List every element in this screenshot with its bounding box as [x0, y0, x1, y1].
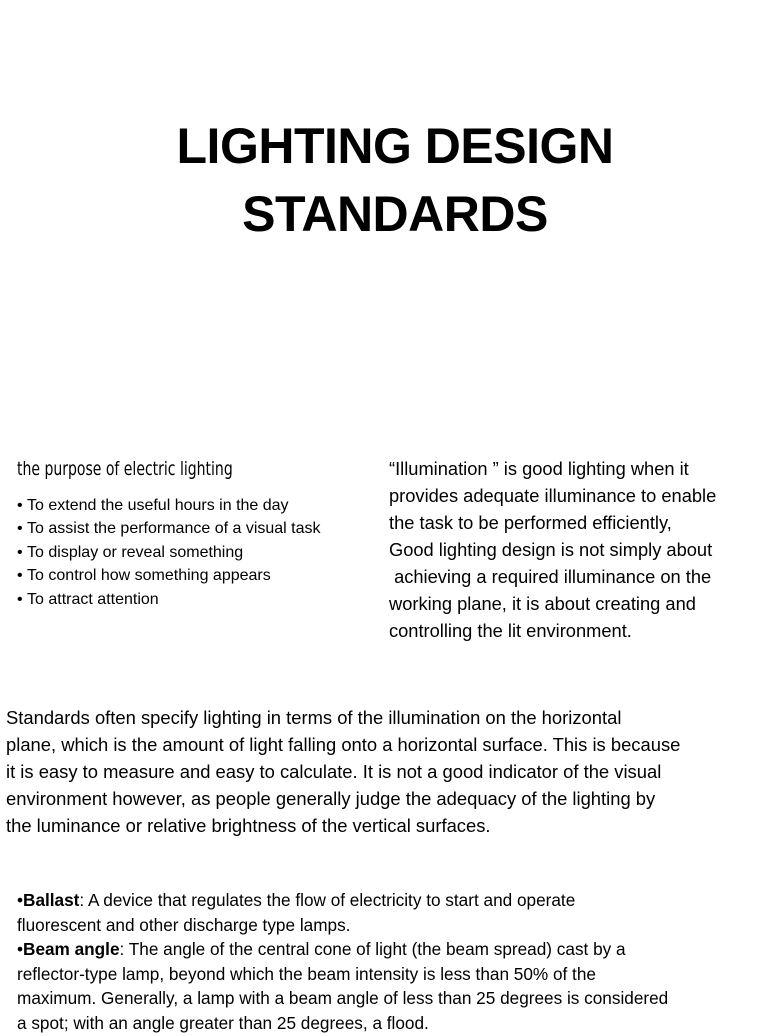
glossary [17, 888, 765, 1036]
list-item: • To assist the performance of a visual task [17, 517, 321, 540]
text-line: the task to be performed efficiently, [389, 512, 672, 533]
glossary-entry-ballast: •Ballast: A device that regulates the flow of electricity to start and operate [17, 890, 576, 910]
list-item: • To control how something appears [17, 564, 321, 587]
purpose-list [17, 494, 321, 611]
purpose-heading: the purpose of electric lighting [17, 458, 233, 480]
text-line: achieving a required illuminance on the [389, 566, 712, 587]
list-item: • To display or reveal something [17, 541, 321, 564]
glossary-entry-beam-angle: •Beam angle: The angle of the central cone of light (the beam spread) cast by a [17, 939, 626, 960]
text-line: reflector-type lamp, beyond which the beam intensity is less than 50% of the [17, 963, 596, 984]
title-line-2: STANDARDS [242, 186, 548, 242]
list-item: • To attract attention [17, 588, 321, 611]
illumination-paragraph [389, 455, 761, 644]
text-line: fluorescent and other discharge type lamps. [17, 914, 351, 935]
text-line: Good lighting design is not simply about [389, 539, 713, 560]
glossary-definition: : The angle of the central cone of light (the beam spread) cast by a [119, 939, 626, 960]
title-line-1: LIGHTING DESIGN [176, 118, 614, 174]
text-line: working plane, it is about creating and [389, 593, 696, 614]
text-line: plane, which is the amount of light falling onto a horizontal surface. This is because [6, 734, 681, 755]
glossary-term: Ballast [23, 890, 80, 910]
text-line: “Illumination ” is good lighting when it [389, 458, 689, 479]
text-line: environment however, as people generally judge the adequacy of the lighting by [6, 788, 656, 809]
glossary-definition: : A device that regulates the flow of electricity to start and operate [79, 890, 576, 910]
page-title [0, 112, 768, 248]
text-line: it is easy to measure and easy to calculate. It is not a good indicator of the visual [6, 761, 662, 782]
text-line: provides adequate illuminance to enable [389, 485, 717, 506]
glossary-term: Beam angle [23, 939, 120, 960]
list-item: • To extend the useful hours in the day [17, 494, 321, 517]
text-line: maximum. Generally, a lamp with a beam angle of less than 25 degrees is considered [17, 988, 669, 1009]
standards-paragraph [6, 704, 766, 839]
text-line: the luminance or relative brightness of the vertical surfaces. [6, 815, 491, 836]
text-line: controlling the lit environment. [389, 620, 632, 641]
text-line: a spot; with an angle greater than 25 degrees, a flood. [17, 1012, 429, 1033]
text-line: Standards often specify lighting in terms of the illumination on the horizontal [6, 707, 622, 728]
